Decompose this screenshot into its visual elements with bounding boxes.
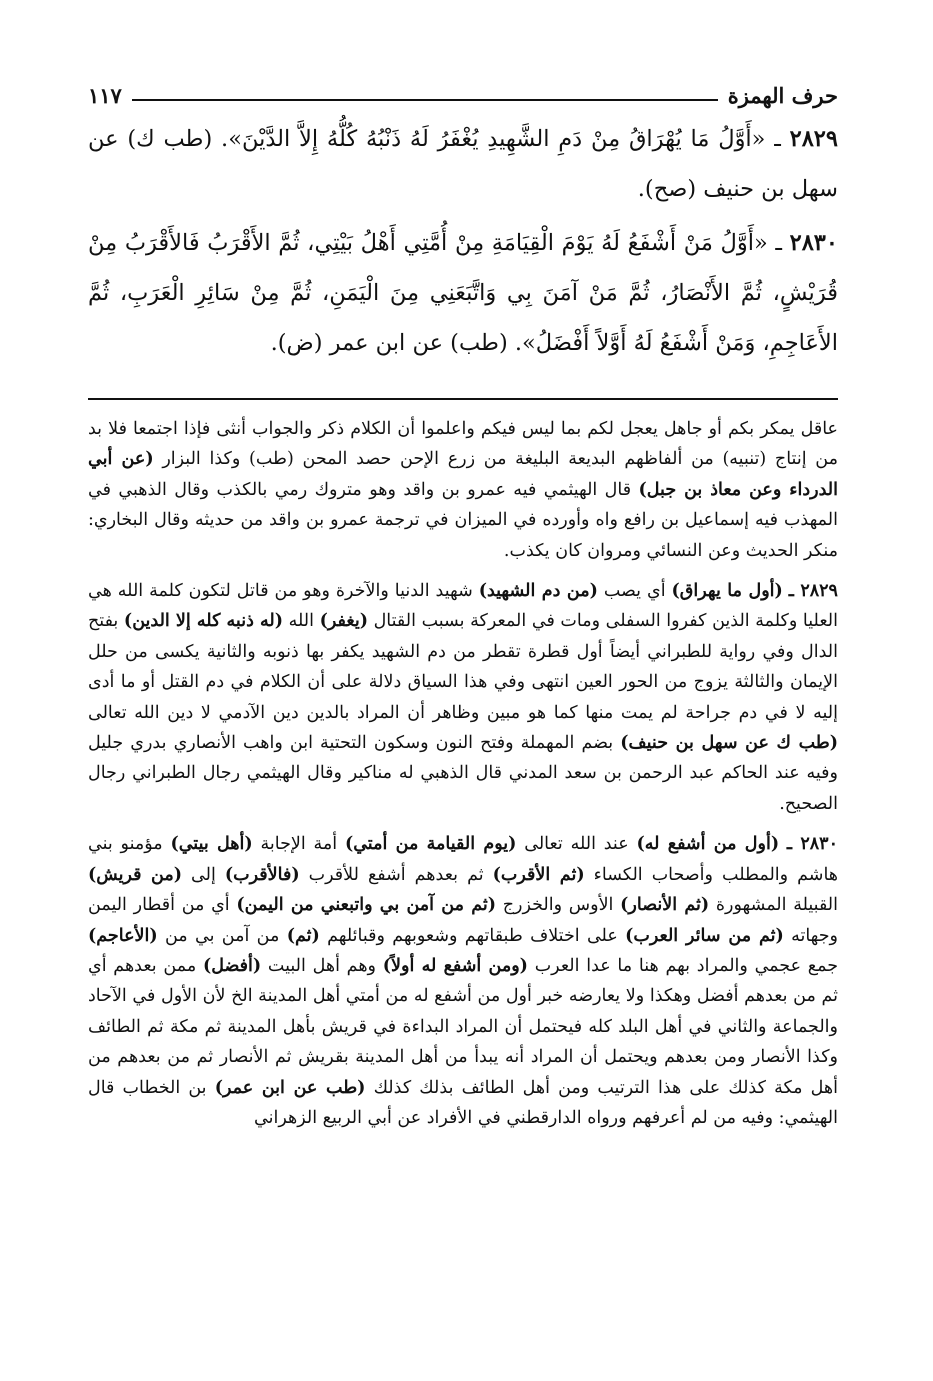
section-title: حرف الهمزة (727, 83, 838, 108)
commentary-bold: (فالأقرب) (224, 864, 300, 885)
commentary-text: جمع عجمي والمراد بهم هنا ما عدا العرب (527, 955, 839, 976)
book-page (88, 72, 838, 1351)
commentary-bold: (أول من أشفع له) (636, 834, 780, 855)
commentary-bold: (يغفر) (319, 611, 368, 632)
commentary-text: بفتح الدال وفي رواية للطبراني أيضاً أول قطرة تقطر من دم الشهيد يكفر بها ذنوبه والثانية يكسى من حلل الإيمان والثالثة يزوج من الحور العين انتهى وفي هذا السياق دلالة على أن الكلام في دم القتل أو ما أدى إليه لا في دم جراحة لم يمت منها كما هو مبين وظاهر أن المراد بالدين دين الآدمي لا دين الله تعالى (88, 611, 838, 723)
commentary-bold: (ثم من سائر العرب) (625, 925, 784, 946)
commentary-continuation (88, 414, 838, 566)
commentary-bold: (من قريش) (88, 864, 183, 885)
commentary-text: بن الخطاب قال الهيثمي: وفيه من لم أعرفهم ورواه الدارقطني في الأفراد عن أبي الربيع الزهراني (88, 1077, 838, 1128)
commentary-text: أي من أقطار اليمن وجهاته (88, 895, 838, 946)
commentary-bold: (أول ما يهراق) (671, 581, 783, 602)
commentary-text: أي يصب (597, 581, 672, 602)
hadith-2830: ٢٨٣٠ ـ «أَوَّلُ مَنْ أَشْفَعُ لَهُ يَوْمَ الْقِيَامَةِ مِنْ أُمَّتِي أَهْلُ بَيْتِي، ثُمَّ الأَقْرَبُ فَالأَقْرَبُ مِنْ قُرَيْشٍ، ثُمَّ الأَنْصَارُ، ثُمَّ مَنْ آمَنَ بِي وَاتَّبَعَنِي مِنَ الْيَمَنِ، ثُمَّ مِنْ سَائِرِ الْعَرَبِ، ثُمَّ الأَعَاجِمِ، وَمَنْ أَشْفَعُ لَهُ أَوَّلاً أَفْضَلُ». (طب) عن ابن عمر (ض). (88, 230, 838, 356)
commentary-number: ٢٨٢٩ ـ (788, 581, 838, 602)
page-number: ١١٧ (88, 83, 122, 108)
commentary-text: ممن بعدهم أي ثم من بعدهم أفضل وهكذا ولا يعارضه خبر أول من أشفع له من أمتي أهل المدينة الخ لأن الأول في الآحاد والجماعة والثاني في أهل البلد كله فيحتمل أن المراد البداءة في قريش بأهل المدينة ثم مكة ثم الطائف وكذا الأنصار ومن بعدهم ويحتمل أن المراد أنه يبدأ من أهل المدينة بقريش ثم الأنصار ثم من بعدهم من أهل مكة كذلك على هذا الترتيب ومن أهل الطائف بذلك كذلك (88, 955, 839, 1098)
commentary-bold: (طب ك عن سهل بن حنيف) (620, 733, 838, 754)
hadith-text: «أَوَّلُ مَا يُهْرَاقُ مِنْ دَمِ الشَّهِيدِ يُغْفَرُ لَهُ ذَنْبُهُ كُلُّهُ إِلاَّ الدَّيْنَ». (طب ك) عن سهل بن حنيف (صح). (88, 126, 838, 202)
hadith-2829: ٢٨٢٩ ـ «أَوَّلُ مَا يُهْرَاقُ مِنْ دَمِ الشَّهِيدِ يُغْفَرُ لَهُ ذَنْبُهُ كُلُّهُ إِلاَّ الدَّيْنَ». (طب ك) عن سهل بن حنيف (صح). (88, 126, 838, 202)
commentary-number: ٢٨٣٠ ـ (786, 834, 838, 855)
running-header (88, 72, 838, 108)
commentary-2829 (88, 576, 838, 819)
commentary-bold: (ثم الأقرب) (492, 864, 585, 885)
commentary-text: مؤمنو بني هاشم والمطلب وأصحاب الكساء (88, 834, 839, 885)
hadith-text: «أَوَّلُ مَنْ أَشْفَعُ لَهُ يَوْمَ الْقِيَامَةِ مِنْ أُمَّتِي أَهْلُ بَيْتِي، ثُمَّ الأَقْرَبُ فَالأَقْرَبُ مِنْ قُرَيْشٍ، ثُمَّ الأَنْصَارُ، ثُمَّ مَنْ آمَنَ بِي وَاتَّبَعَنِي مِنَ الْيَمَنِ، ثُمَّ مِنْ سَائِرِ الْعَرَبِ، ثُمَّ الأَعَاجِمِ، وَمَنْ أَشْفَعُ لَهُ أَوَّلاً أَفْضَلُ». (طب) عن ابن عمر (ض). (88, 230, 838, 356)
commentary-text: الأوس والخزرج (496, 895, 621, 916)
commentary-bold: (ثم) (286, 925, 320, 946)
commentary-bold: (يوم القيامة من أمتي) (344, 834, 517, 855)
hadith-number: ٢٨٣٠ (789, 230, 838, 256)
commentary-text: الله (283, 611, 320, 632)
commentary-bold: (أفضل) (202, 955, 262, 976)
commentary-text: أمة الإجابة (252, 834, 345, 855)
hadith-number: ٢٨٢٩ (789, 126, 838, 152)
commentary-bold: (عن أبي الدرداء وعن معاذ بن جبل) (88, 449, 838, 500)
commentary-bold: (من دم الشهيد) (478, 581, 598, 602)
commentary-text: قال الهيثمي فيه عمرو بن واقد وهو متروك رمي بالكذب وقال الذهبي في المهذب فيه إسماعيل بن رافع واه وأورده في الميزان في ترجمة عمرو بن واقد من حديثه وقال البخاري: منكر الحديث وعن النسائي ومروان كان يكذب. (88, 479, 838, 561)
commentary-block (88, 414, 838, 1133)
commentary-text: عند الله تعالى (516, 834, 637, 855)
commentary-bold: (ثم الأنصار) (620, 895, 710, 916)
commentary-bold: (الأعاجم) (88, 925, 158, 946)
commentary-text: بضم المهملة وفتح النون وسكون التحتية ابن واهب الأنصاري بدري جليل وفيه عند الحاكم عبد الرحمن بن سعد المدني قال الذهبي له مناكير وقال الهيثمي رجال الطبراني رجال الصحيح. (88, 733, 838, 814)
commentary-bold: (ثم من آمن بي واتبعني من اليمن) (236, 895, 496, 916)
commentary-bold: (أهل بيتي) (170, 834, 253, 855)
commentary-text: إلى (182, 864, 225, 885)
commentary-text: على اختلاف طبقاتهم وشعوبهم وقبائلهم (319, 925, 626, 946)
commentary-text: من آمن بي من (157, 925, 287, 946)
commentary-bold: (طب عن ابن عمر) (214, 1077, 366, 1098)
commentary-bold: (ومن أشفع له أولاً) (382, 955, 528, 976)
commentary-text: شهيد الدنيا والآخرة وهو من قاتل لتكون كلمة الله هي العليا وكلمة الذين كفروا السفلى ومات في المعركة بسبب القتال (88, 581, 838, 632)
hadith-text-block (88, 114, 838, 368)
commentary-2830 (88, 829, 838, 1133)
commentary-text: عاقل يمكر بكم أو جاهل يعجل لكم بما ليس فيكم واعلموا أن الكلام ذكر والجواب أنثى فإذا اجتمعا فلا بد من إنتاج (تنبيه) من ألفاظهم البديعة البليغة من زرع الإحن حصد المحن (طب) وكذا البزار (88, 419, 838, 470)
commentary-text: وهم أهل البيت (261, 955, 383, 976)
commentary-text: القبيلة المشهورة (709, 895, 838, 916)
footnote-separator (88, 398, 838, 400)
commentary-bold: (له ذنبه كله إلا الدين) (123, 611, 283, 632)
commentary-text: ثم بعدهم أشفع للأقرب (299, 864, 493, 885)
header-rule (132, 99, 718, 101)
